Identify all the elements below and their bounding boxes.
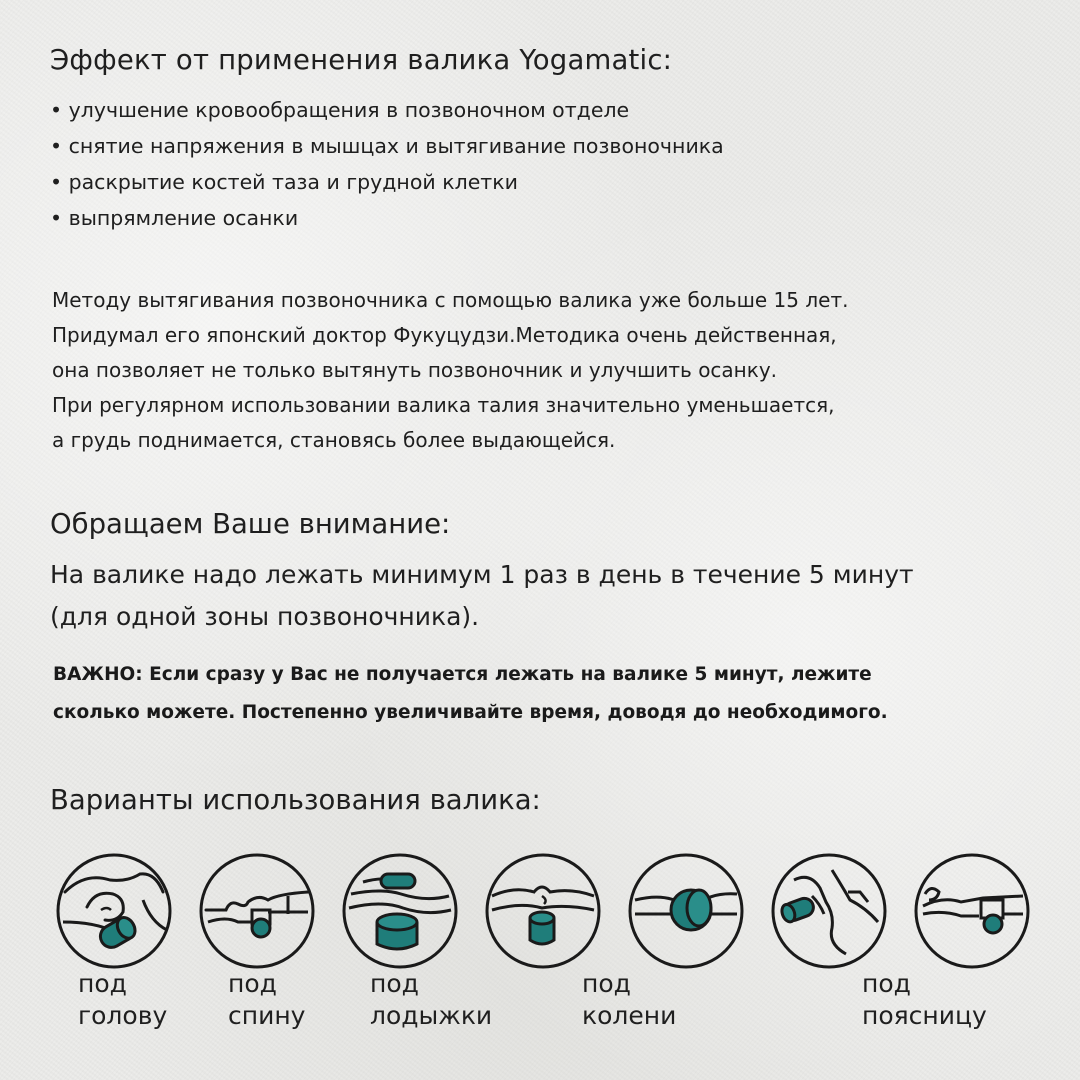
label-line: лодыжки xyxy=(370,1001,493,1030)
notice-text xyxy=(50,554,914,638)
description-line: а грудь поднимается, становясь более выдающейся. xyxy=(52,428,616,452)
knee-roller-icon xyxy=(484,852,602,970)
back-roller-icon xyxy=(198,852,316,970)
description-line: Придумал его японский доктор Фукуцудзи.Методика очень действенная, xyxy=(52,323,837,347)
label-line: голову xyxy=(78,1001,168,1030)
important-line: сколько можете. Постепенно увеличивайте время, доводя до необходимого. xyxy=(53,702,888,723)
label-line: под xyxy=(78,969,127,998)
list-item: • выпрямление осанки xyxy=(50,206,299,230)
description-line: При регулярном использовании валика талия значительно уменьшается, xyxy=(52,393,835,417)
list-item: • снятие напряжения в мышцах и вытягивание позвоночника xyxy=(50,134,724,158)
lower-back-roller-icon xyxy=(913,852,1031,970)
important-line: ВАЖНО: Если сразу у Вас не получается лежать на валике 5 минут, лежите xyxy=(53,664,872,685)
label-line: под xyxy=(370,969,419,998)
description-line: она позволяет не только вытянуть позвоночник и улучшить осанку. xyxy=(52,358,778,382)
label-line: под xyxy=(862,969,911,998)
label-back xyxy=(228,968,305,1032)
label-line: спину xyxy=(228,1001,306,1030)
description-line: Методу вытягивания позвоночника с помощью валика уже больше 15 лет. xyxy=(52,288,849,312)
label-line: под xyxy=(582,969,631,998)
notice-line: На валике надо лежать минимум 1 раз в день в течение 5 минут xyxy=(50,560,914,589)
effect-list xyxy=(50,92,724,236)
list-item: • улучшение кровообращения в позвоночном отделе xyxy=(50,98,630,122)
effect-title: Эффект от применения валика Yogamatic: xyxy=(50,44,673,76)
label-line: под xyxy=(228,969,277,998)
notice-title: Обращаем Ваше внимание: xyxy=(50,508,451,540)
label-ankles xyxy=(370,968,492,1032)
label-line: колени xyxy=(582,1001,677,1030)
lumbar-roller-icon xyxy=(770,852,888,970)
ankle-roller-icon xyxy=(341,852,459,970)
list-item: • раскрытие костей таза и грудной клетки xyxy=(50,170,518,194)
label-knees xyxy=(582,968,676,1032)
notice-line: (для одной зоны позвоночника). xyxy=(50,602,480,631)
label-line: поясницу xyxy=(862,1001,987,1030)
description-paragraph xyxy=(52,283,848,458)
head-roller-icon xyxy=(55,852,173,970)
important-note xyxy=(53,656,888,732)
label-lower-back xyxy=(862,968,987,1032)
knee-side-roller-icon xyxy=(627,852,745,970)
label-head xyxy=(78,968,167,1032)
usage-title: Варианты использования валика: xyxy=(50,784,541,816)
